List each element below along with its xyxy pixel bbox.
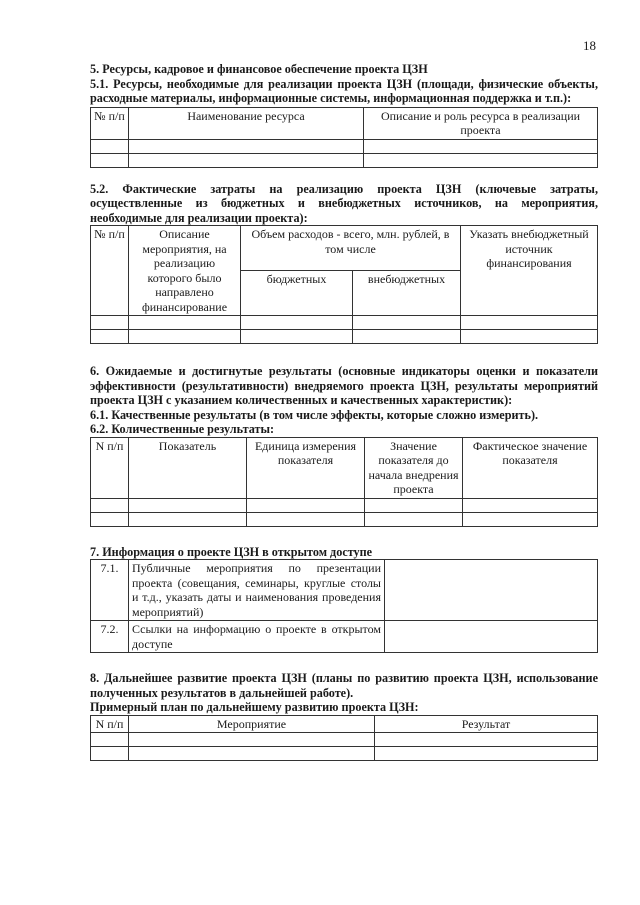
col-unit-header: Единица измерения показателя (247, 437, 365, 498)
table-row (91, 560, 598, 621)
section-8-heading: 8. Дальнейшее развитие проекта ЦЗН (планы по развитию проекта ЦЗН, использование полученных результатов в дальнейшей работе). (90, 671, 598, 700)
col-volume-header: Объем расходов - всего, млн. рублей, в том числе (241, 226, 461, 271)
table-header-row (91, 715, 598, 733)
section-6-1-text: 6.1. Качественные результаты (в том числе эффекты, которые сложно измерить). (90, 407, 539, 422)
row-text: Публичные мероприятия по презентации проекта (совещания, семинары, круглые столы и т.д., указать даты и наименования проведения мероприятий) (129, 560, 385, 621)
col-no-header: N п/п (91, 715, 129, 733)
table-row (91, 498, 598, 512)
col-resource-name-header: Наименование ресурса (129, 107, 364, 139)
col-indicator-header: Показатель (129, 437, 247, 498)
table-header-row (91, 107, 598, 139)
quantitative-results-table (90, 437, 598, 527)
page-number: 18 (583, 38, 596, 53)
col-no-header: № п/п (91, 107, 129, 139)
table-row (91, 621, 598, 653)
col-event-header: Мероприятие (129, 715, 375, 733)
col-extrabudget-header: внебюджетных (353, 271, 461, 316)
section-5-heading: 5. Ресурсы, кадровое и финансовое обеспечение проекта ЦЗН (90, 62, 428, 76)
expenses-table (90, 225, 598, 344)
col-budget-header: бюджетных (241, 271, 353, 316)
col-no-header: N п/п (91, 437, 129, 498)
section-5-2-text: 5.2. Фактические затраты на реализацию проекта ЦЗН (ключевые затраты, осуществленные из бюджетных и внебюджетных источников, на мероприятия, необходимые для реализации проекта): (90, 181, 598, 225)
col-result-header: Результат (375, 715, 598, 733)
col-actual-value-header: Фактическое значение показателя (463, 437, 598, 498)
col-resource-desc-header: Описание и роль ресурса в реализации проекта (364, 107, 598, 139)
section-6-2-text: 6.2. Количественные результаты: (90, 422, 275, 436)
development-plan-table (90, 715, 598, 762)
table-row (91, 733, 598, 747)
col-initial-value-header: Значение показателя до начала внедрения проекта (365, 437, 463, 498)
open-access-info-table (90, 559, 598, 653)
col-no-header: № п/п (91, 226, 129, 316)
row-number: 7.1. (91, 560, 129, 621)
table-header-row (91, 226, 598, 271)
col-event-desc-header: Описание мероприятия, на реализацию которого было направлено финансирование (129, 226, 241, 316)
section-8-sub: Примерный план по дальнейшему развитию проекта ЦЗН: (90, 700, 419, 714)
table-row (91, 747, 598, 761)
table-row (91, 330, 598, 344)
page-content (90, 62, 598, 761)
table-row (91, 512, 598, 526)
section-6-heading: 6. Ожидаемые и достигнутые результаты (основные индикаторы оценки и показатели эффективности (результативности) внедряемого проекта ЦЗН, результаты мероприятий проекта ЦЗН с указанием количественных и качественных характеристик): (90, 364, 598, 407)
resources-table (90, 107, 598, 168)
col-source-header: Указать внебюджетный источник финансирования (461, 226, 598, 316)
section-5-1-text: 5.1. Ресурсы, необходимые для реализации проекта ЦЗН (площади, физические объекты, расходные материалы, информационные системы, информационная поддержка и т.п.): (90, 76, 598, 105)
table-row (91, 139, 598, 153)
section-7-heading: 7. Информация о проекте ЦЗН в открытом доступе (90, 544, 373, 559)
row-text: Ссылки на информацию о проекте в открытом доступе (129, 621, 385, 653)
table-row (91, 153, 598, 167)
table-row (91, 316, 598, 330)
row-number: 7.2. (91, 621, 129, 653)
table-header-row (91, 437, 598, 498)
